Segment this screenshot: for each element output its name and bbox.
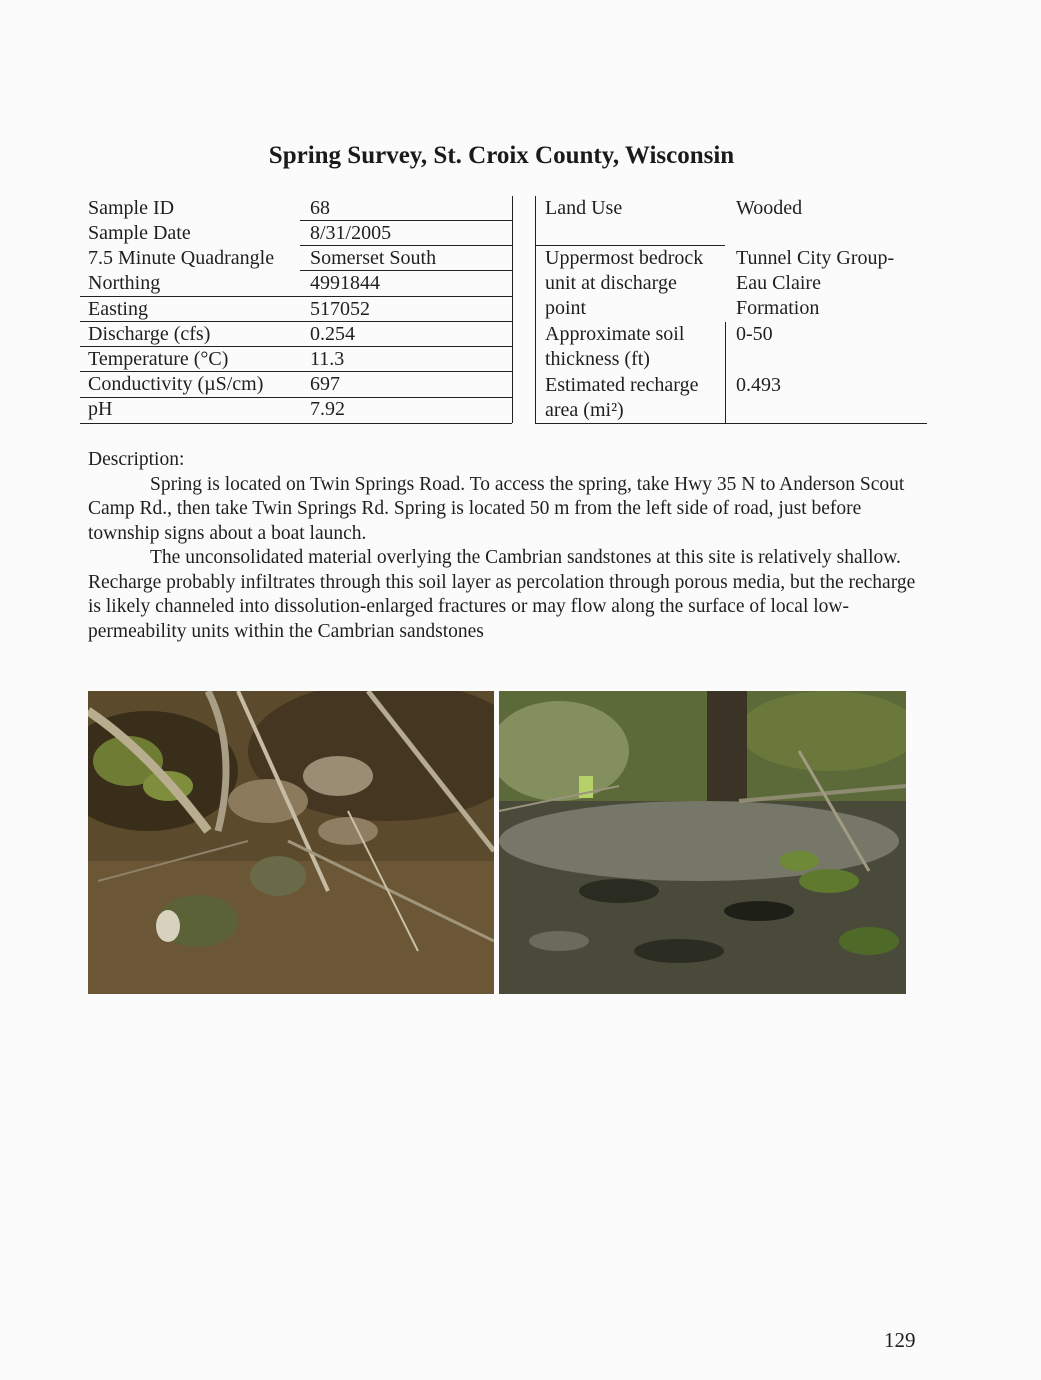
description-paragraph: Spring is located on Twin Springs Road. To access the spring, take Hwy 35 N to Anderson Scout Camp Rd., then take Twin Springs Rd. Spring is located 50 m from the left side of road, just before township signs about a boat launch. [88,473,905,544]
table-row-label: Sample Date [88,222,191,244]
table-row-value: 11.3 [310,348,345,370]
bedrock-label: Uppermost bedrock [545,247,704,269]
table-divider [725,322,726,423]
soil-thickness-label: thickness (ft) [545,348,650,370]
table-divider [512,196,513,423]
table-row-value: 4991844 [310,272,380,294]
table-divider [80,371,512,372]
table-divider [300,245,512,246]
table-row-label: Sample ID [88,197,175,219]
table-divider [535,423,927,424]
bedrock-label: unit at discharge [545,272,677,294]
soil-thickness-label: Approximate soil [545,323,685,345]
table-row-label: Conductivity (µS/cm) [88,373,264,395]
description-paragraph: The unconsolidated material overlying the Cambrian sandstones at this site is relatively shallow. Recharge probably infiltrates through this soil layer as percolation through porous media, but the recharge is likely channeled into dissolution-enlarged fractures or may flow along the surface of local low-permeability units within the Cambrian sandstones [88,547,916,642]
table-row-value: 8/31/2005 [310,222,392,244]
bedrock-label: point [545,297,587,319]
table-row-label: Easting [88,298,148,320]
land-use-value: Wooded [736,197,803,219]
bedrock-value: Formation [736,297,820,319]
table-divider [300,270,512,271]
table-divider [80,423,512,424]
description [88,448,918,644]
table-row-label: Discharge (cfs) [88,323,211,345]
bedrock-value: Eau Claire [736,272,821,294]
recharge-area-label: Estimated recharge [545,374,699,396]
table-row-label: Northing [88,272,161,294]
streambed-photo [499,691,906,994]
table-divider [535,196,536,423]
table-row-value: 517052 [310,298,370,320]
table-row-value: 0.254 [310,323,355,345]
table-divider [80,321,512,322]
table-row-value: 7.92 [310,398,345,420]
land-use-label: Land Use [545,197,623,219]
table-row-value: 697 [310,373,340,395]
table-divider [80,296,512,297]
description-heading: Description: [88,449,185,470]
table-row-value: Somerset South [310,247,437,269]
page-number: 129 [884,1328,916,1352]
table-row-label: pH [88,398,113,420]
table-divider [300,220,512,221]
table-row-value: 68 [310,197,330,219]
bedrock-value: Tunnel City Group- [736,247,895,269]
recharge-area-value: 0.493 [736,374,781,396]
table-row-label: Temperature (°C) [88,348,229,370]
table-divider [80,397,512,398]
recharge-area-label: area (mi²) [545,399,624,421]
soil-thickness-value: 0-50 [736,323,773,345]
page-title: Spring Survey, St. Croix County, Wisconsin [268,142,735,169]
table-row-label: 7.5 Minute Quadrangle [88,247,275,269]
table-divider [80,346,512,347]
spring-outlet-photo [88,691,494,994]
